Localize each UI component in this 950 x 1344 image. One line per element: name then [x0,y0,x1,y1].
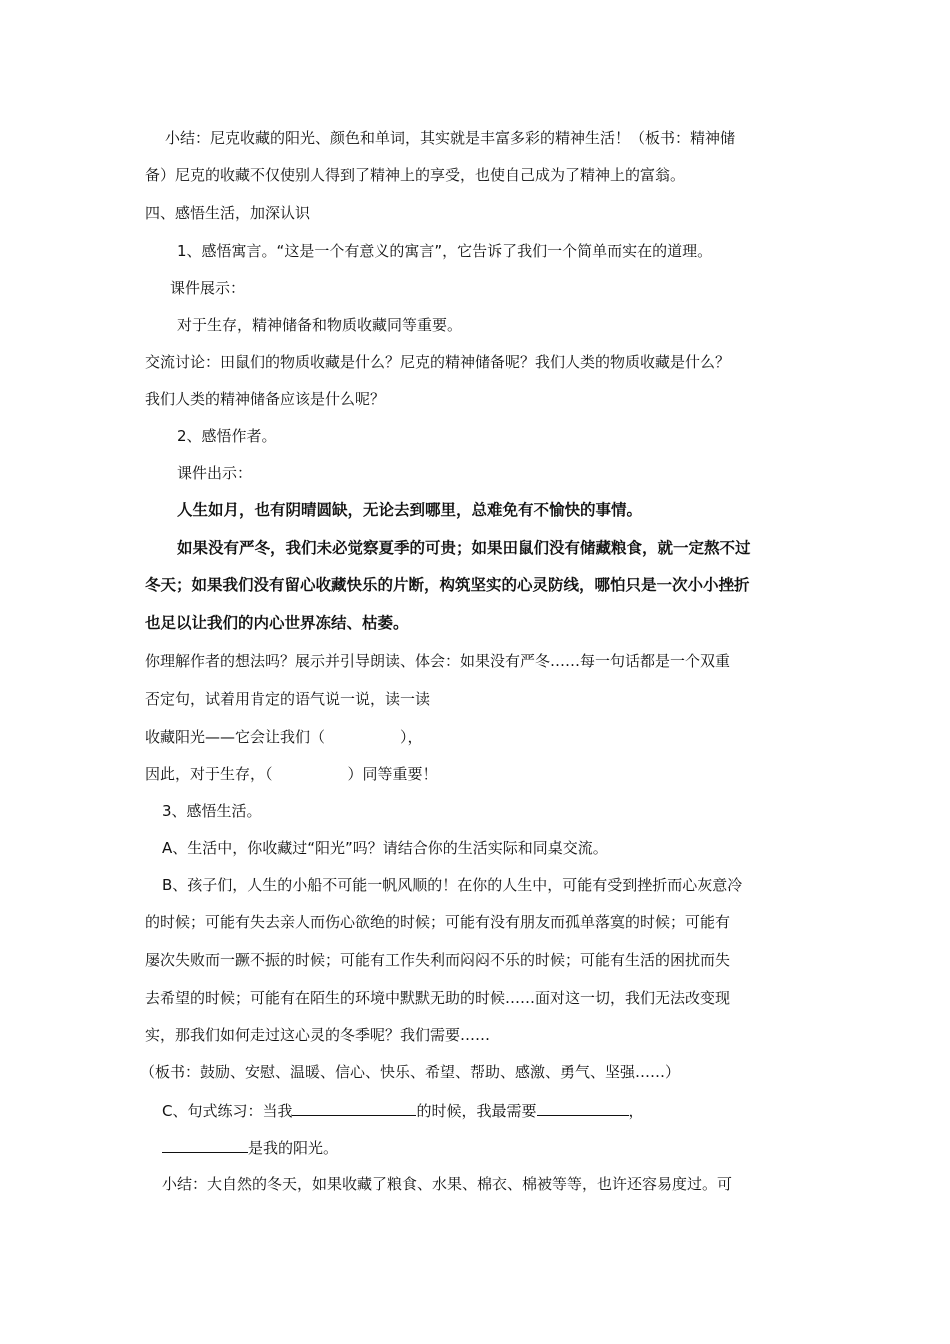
final-summary-line: 小结：大自然的冬天，如果收藏了粮食、水果、棉衣、棉被等等，也许还容易度过。可 [162,1175,733,1193]
sentence-practice-line [162,1099,832,1122]
item-b-line-4: 去希望的时候；可能有在陌生的环境中默默无助的时候……面对这一切，我们无法改变现 [145,989,731,1007]
slide-show-label: 课件展示： [170,279,246,297]
blank-2 [537,1099,629,1116]
sentence-practice-middle: 的时候，我最需要 [416,1102,537,1120]
board-note-line: （板书：鼓励、安慰、温暖、信心、快乐、希望、帮助、感激、勇气、坚强……） [140,1063,681,1081]
section-heading-4: 四、感悟生活，加深认识 [145,204,311,222]
sentence-practice-suffix: 是我的阳光。 [248,1139,339,1157]
sentence-practice-prefix: C、句式练习：当我 [162,1102,293,1120]
understanding-line-2: 否定句，试着用肯定的语气说一说，读一读 [145,690,431,708]
summary-line-2: 备）尼克的收藏不仅使别人得到了精神上的享受，也使自己成为了精神上的富翁。 [145,166,686,184]
blank-3 [162,1136,248,1153]
sentence-practice-line-2 [162,1136,832,1159]
item-2-line: 2、感悟作者。 [177,427,277,445]
blank-1 [292,1099,416,1116]
understanding-line-1: 你理解作者的想法吗？展示并引导朗读、体会：如果没有严冬……每一句话都是一个双重 [145,652,731,670]
item-b-line-5: 实，那我们如何走过这心灵的冬季呢？我们需要…… [145,1026,491,1044]
discussion-line-1: 交流讨论：田鼠们的物质收藏是什么？尼克的精神储备呢？我们人类的物质收藏是什么？ [145,353,731,371]
slide-show-label-2: 课件出示： [177,464,253,482]
bold-quote-line-1: 人生如月，也有阴晴圆缺，无论去到哪里，总难免有不愉快的事情。 [177,501,643,519]
item-b-line-1: B、孩子们，人生的小船不可能一帆风顺的！在你的人生中，可能有受到挫折而心灰意冷 [162,876,743,894]
bold-quote-line-3: 冬天；如果我们没有留心收藏快乐的片断，构筑坚实的心灵防线，哪怕只是一次小小挫折 [145,576,750,594]
fill-blank-line-2: 因此，对于生存，（ ）同等重要！ [145,765,438,783]
item-b-line-2: 的时候；可能有失去亲人而伤心欲绝的时候；可能有没有朋友而孤单落寞的时候；可能有 [145,913,731,931]
discussion-line-2: 我们人类的精神储备应该是什么呢？ [145,390,386,408]
sentence-practice-end: ， [628,1102,644,1120]
bold-quote-line-2: 如果没有严冬，我们未必觉察夏季的可贵；如果田鼠们没有储藏粮食，就一定熬不过 [177,539,751,557]
slide-text: 对于生存，精神储备和物质收藏同等重要。 [177,316,463,334]
bold-quote-line-4: 也足以让我们的内心世界冻结、枯萎。 [145,614,409,632]
item-1-line: 1、感悟寓言。“这是一个有意义的寓言”，它告诉了我们一个简单而实在的道理。 [177,242,713,260]
item-a-line: A、生活中，你收藏过“阳光”吗？请结合你的生活实际和同桌交流。 [162,839,608,857]
item-b-line-3: 屡次失败而一蹶不振的时候；可能有工作失利而闷闷不乐的时候；可能有生活的困扰而失 [145,951,731,969]
item-3-line: 3、感悟生活。 [162,802,262,820]
fill-blank-line-1: 收藏阳光——它会让我们（ ）， [145,728,423,746]
summary-line-1: 小结：尼克收藏的阳光、颜色和单词，其实就是丰富多彩的精神生活！（板书：精神储 [165,129,736,147]
